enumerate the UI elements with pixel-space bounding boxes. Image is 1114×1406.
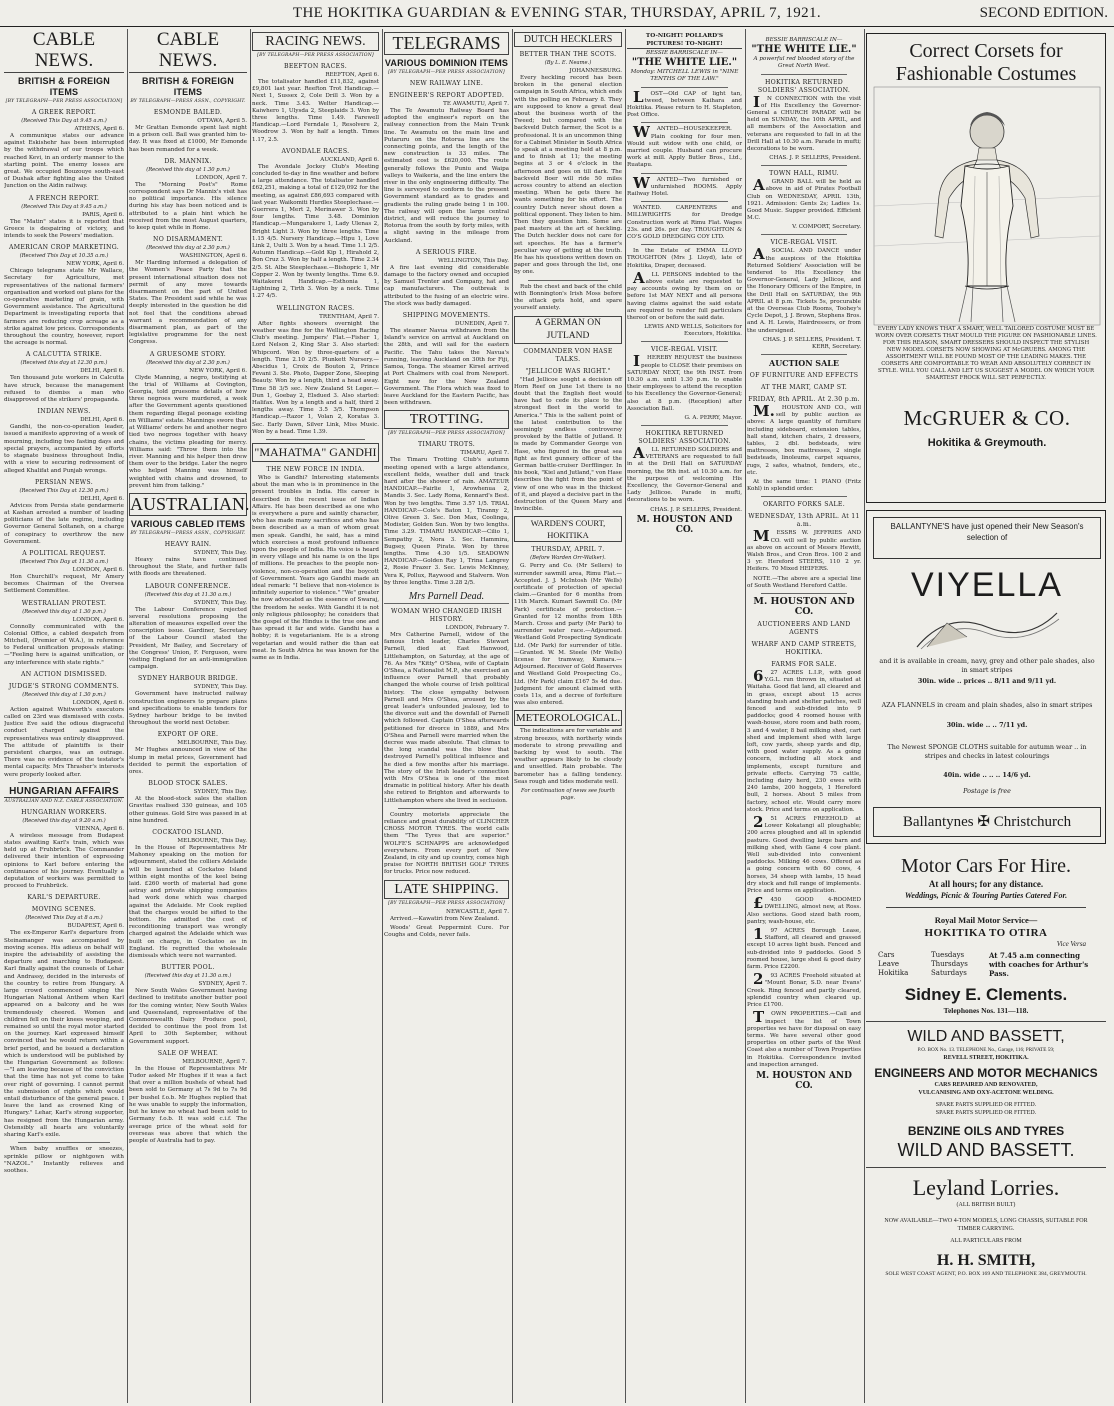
ballantyne-intro-box — [873, 517, 1101, 559]
section-heading: CABLE NEWS. — [129, 29, 247, 73]
notice-text: At the same time: 1 PIANO (Fritz Kohl) in splendid order. — [747, 478, 861, 493]
note: For continuation of news see fourth page. — [521, 788, 615, 802]
farm-listing: 197 ACRES Borough Lease, Stafford, all cleared and grassed except 10 acres light bush. Fenced and sub-divided into 9 paddocks. Good 5 roomed house, large shed & good dairy farm. Price £2200. — [747, 925, 861, 971]
signature: CHAS. J. P. SELLERS, President. T. KERR, Secretary. — [762, 336, 861, 350]
product-desc: AZA FLANNELS in cream and plain shades, also in smart stripes — [881, 701, 1093, 709]
timetable-col: At 7.45 a.m connecting with coaches for Arthur's Pass. — [989, 951, 1089, 978]
item-heading: AMERICAN CROP MARKETING. — [8, 244, 120, 252]
article-text: The Avondale Jockey Club's Meeting concluded to-day in fine weather and before a large attendance. The totalisator handled £62,251, making a total of £129,092 for the meeting, as against £86,693 compared with last year. Waikomiti Hurdles Steeplechase.—Guerrera 1, Mert 2, Merinawer 3. Won by four lengths. Time 3.48. Dominion Handicap.—Mungarakere 1, Lady Ulenas 2, Bright Light 3. Won by three lengths. Time 1.15 4/5. Nursery Handicap.—Hipu 1, Love Link 2, Uulti 3. Won by a head. Time 1.1 2/5. Autumn Handicap.—Gold Kip 1, Hirahold 2, Bon Cruz 3. Won by half a length. Time 2.34 2/5. St. Albe Steeplechase.—Bishopric 1, Mr Copper 2. Won by twenty lengths. Time 6.9. Waitakerei Handicap.—Esthonia 1, Lightning 2, Tirth 3. Won by a neck. Time 1.27 4/5. — [252, 163, 379, 300]
article-text: The steamer Navua withdrawn from the Island's service on arrival at Auckland on the 28th, and will sail for the eastern Pacific. The Tahu takes the Navua's running, leaving Auckland on 30th for Fiji, Samoa, Tonga. The steamer Kirsel arrived at Port Chalmers with coal from Newport. Eight new for the New Zealand Government. The Flora which was fixed to leave Auckland for the Eastern Pacific, has been withdrawn. — [384, 328, 509, 407]
service-heading: ENGINEERS AND MOTOR MECHANICS — [874, 1066, 1098, 1080]
corset-advertisement — [866, 33, 1106, 503]
film-credit: A powerful red blooded story of the Great North West. — [753, 56, 855, 70]
article-text: The ex-Emperor Karl's departure from Steinamanger was accompanied by moving scenes. His adieus on behalf will inspire the advisability of assisting the departure and marching to Budapest. Karl finally against the counsels of Lehar and Andrassy, decided in the interests of the country to retire from Hungary. A large crowd commenced singing the Hungarian National Anthem when Karl appeared on a balcony and he was tremendously cheered. Women and children fell on their knees weeping, and remained so until the royal motor started on the journey. Karl expressed himself convinced that he would return within a brief period, and he issued a declaration which is understood will be published by the Hungarian Government as follows:—"I am leaving because of the conviction that the time has not yet come to take over right of governing. I cannot permit the submission of rights which would entail disturbance of the general peace. I leave the land as crowned King of Hungary." Lehar, Karl's strong supporter, has resigned from the Hungarian army. Ostensibly all hearts are voluntarily sharing Karl's exile. — [4, 930, 124, 1139]
item-heading: LABOUR CONFERENCE. — [145, 582, 231, 590]
product-price: 40in. wide .. .. .. 14/6 yd. — [943, 771, 1031, 779]
section-heading: TELEGRAMS — [384, 32, 509, 55]
motor-advertisements — [866, 855, 1106, 1403]
ad-intro: BALLANTYNE'S have just opened their New Season's selection of — [890, 522, 1084, 542]
product-price: 30in. wide .. .. 7/11 yd. — [946, 721, 1028, 729]
masthead — [0, 0, 1114, 27]
estate-notice: In the Estate of EMMA LLOYD TROUGHTON (Mrs J. Lloyd), late of Hokitika, Draper, deceased. — [627, 248, 742, 269]
farm-listing: 627 ACRES L.I.P., with good Y.G.L. run thrown in, situated at Waitaha. Good flat land, all cleared and in grass, except about 15 acres standing bush and shelter patches, well fenced and sub-divided into 9 paddocks; good 4 roomed house with wash-house, store room and bath room, 3 and 4 water, 8 bail milking shed, cart shed and implement shed with large loft, cow yards, sheep yards and dip, with good water supply. As a going concern, including all stock and implements, except furniture and private effects. Carrying 75 cattle, including dairy herd, 230 ewes with 240 lambs, 200 hoggets, 1 Hereford bull, 2 horses. About 5 miles from factory, school etc. Would carry more stock. Price and terms on application. — [747, 666, 861, 813]
ballantyne-footer — [873, 807, 1101, 837]
farm-listing: 251 ACRES FREEHOLD at Lower Kokatangi all ploughable; 200 acres ploughed and all in splendid pasture. Good dwelling large barn and milking shed, with Gane 4 cow plant. Well sub-divided into convenient paddocks. Milking 46 cows. Offered as a going concern with 60 cows, 4 horses, 34 sheep with lambs, 15 head dry stock and full range of implements. Price and terms on application. — [747, 813, 861, 895]
classified-ad: LOST—Old CAP of light tan, tweed, between Kaihara and Hokitika. Please return to H. Stapleton, Post Office. — [627, 87, 742, 119]
item-heading: SALE OF WHEAT. — [157, 1049, 219, 1057]
item-heading: MOVING SCENES. — [31, 906, 97, 914]
service-line: SPARE PARTS SUPPLIED OR FITTED. — [935, 1102, 1037, 1108]
section-heading: LATE SHIPPING. — [384, 880, 509, 899]
item-heading: HOKITIKA RETURNED SOLDIERS' ASSOCIATION. — [757, 78, 851, 94]
section-subheading: VARIOUS DOMINION ITEMS — [384, 58, 509, 68]
article-text: Heavy rains have continued throughout the State, and further falls with floods are threatened. — [129, 556, 247, 578]
service-line: CARS REPAIRED AND RENOVATED, — [934, 1082, 1038, 1088]
article-text: Who is Gandhi? Interesting statements about the man who is in prominence in the present troubles in India. His career is described in the recent issue of Indian Affairs. He has been described as one who is everywhere a pure and saintly character, who has made many sacrifices and who has been described as a man of whom great men speak. Gandhi, he said, has a mind which exercises a most profound influence upon the people of India. His voice is heard in every village and his name is on the lips of millions. He preaches to the people non-violence, non-co-operation and the boycott of Government. Years ago Gandhi made an ideal remark: "I believe that non-violence is infinitely superior to violence." "We" greater he now advocated as the essence of Swaraj, the freedom he seeks. With Gandhi it is not only religious philosophy; he considers that the gospel of the Hindus is the true one and has spread it far and wide. Gandhi has a hobby; it is vegetarianism. He is a strong vegetarian and would rather die than eat meat. In South Africa he was known for the same as in India. — [252, 474, 379, 662]
dateline: ATHENS, April 6. — [74, 126, 124, 132]
dateline: BUDAPEST, April 6. — [67, 923, 124, 930]
newspaper-title: THE HOKITIKA GUARDIAN & EVENING STAR, THURSDAY, APRIL 7, 1921. — [292, 5, 822, 21]
article-text: Ten thousand jute workers in Calcutta have struck, because the management refused to dismiss a man who disapproved of the strikers' propaganda. — [4, 375, 124, 404]
notice-text: IN CONNECTION with the visit of His Excellency the Governor-General a CHURCH PARADE will be held on SUNDAY, the 10th APRIL, and all members of the Association and veterans are requested to fall in at the Drill Hall at 10.30 a.m. Parade in mufti; decorations to be worn. — [747, 92, 861, 153]
column-racing-news — [252, 29, 383, 1403]
article-text: The Labour Conference rejected several resolutions proposing the alteration of measures expelled over the conscription issue. Gardiner, Secretary of the Labour Council stated the President, Mr Bailey, and Secretary of the Congress' Union, F. Ferguson, were visiting England for an anti-immigration campaign. — [129, 606, 247, 671]
received-time: (Received this day at 2.30 p.m.) — [146, 245, 230, 252]
section-heading: RACING NEWS. — [252, 32, 379, 51]
dateline: LONDON, April 6. — [72, 699, 124, 706]
advertiser-name: H. H. SMITH, — [936, 1252, 1036, 1269]
item-heading: WEDNESDAY, 13th APRIL. At 11 a.m. — [748, 513, 860, 529]
address: P.O. BOX No. 13. TELEPHONE No., Garage, 116; PRIVATE 59; — [917, 1047, 1055, 1053]
dateline: SYDNEY, This Day. — [193, 789, 247, 796]
agency-credit: [BY TELEGRAPH—PER PRESS ASSOCIATION] — [388, 431, 505, 437]
article-text: Chicago telegrams state Mr Wallace, Secretary for Agriculture, met representatives of the national farmers' organisation and worked out plans for the co-operative marketing of grain, with Government assistance. The Agricultural Department is investigating reports that farmers are reducing crop acreage as a strike against low prices. Correspondents throughout the country, however, report the acreage is normal. — [4, 268, 124, 347]
section-subheading: VARIOUS CABLED ITEMS — [130, 518, 246, 529]
dateline: LONDON, February 7. — [445, 624, 509, 631]
address: SOLE WEST COAST AGENT, P.O. BOX 169 AND TELEPHONE 384, GREYMOUTH. — [885, 1271, 1087, 1277]
item-heading: A SERIOUS FIRE. — [415, 248, 478, 256]
dateline: MELBOURNE, This Day. — [177, 740, 247, 747]
item-heading: AVONDALE RACES. — [281, 147, 350, 155]
advertiser: M. HOUSTON AND CO. — [753, 595, 855, 617]
article-text: After fights showers overnight the weather was fine for the Wellington Racing Club's meeting. Jumpers' Flat.—Fisher 1, Lord Nelson 2, King Star 3. Also started: Whipcord. Won by three-quarters of a length. Time 2.10 2/5. Plunkett Nursery.—Abscidus 1, Croix de Bouton 2, Prince Fevani 3. Ste. Photo, Dapper Zone, Sleeping Beauty. Won by a length, third a head away. Time 58 3/5 sec. New Zealand St Leger.—Dun 1, Goebay 2, Elsdued 3. Also started: Halifax. Won by a length and a half, third 2 lengths away. Time 3.5 3/5. Thompson Handicap.—Razor 1, Volan 2, Koratas 3. Sec. Early Dawn, Silver Link, Miss Music. Won by a head. Time 1.39. — [252, 320, 379, 435]
film-title: "THE WHITE LIE." — [631, 57, 738, 69]
item-heading: HEAVY RAIN. — [164, 540, 212, 548]
article-text: Government have instructed railway construction engineers to prepare plans and specifications to enable tenders for Sydney harbour bridge to be invited throughout the world next October. — [129, 691, 247, 727]
section-heading: AUSTRALIAN. — [130, 493, 250, 514]
dateline: NEW YORK, April 6. — [189, 367, 247, 374]
item-heading: SYDNEY HARBOUR BRIDGE. — [137, 675, 238, 683]
dateline: MELBOURNE, April 7. — [182, 1058, 247, 1065]
section-heading: "MAHATMA" GANDHI — [252, 443, 379, 462]
dateline: TIMARU, April 7. — [460, 450, 509, 457]
column-dutch-hecklers — [514, 29, 626, 1403]
item-heading: TIMARU TROTS. — [417, 441, 476, 449]
ad-subtitle: At all hours; for any distance. — [928, 879, 1044, 889]
dateline: LONDON, April 7. — [195, 174, 247, 181]
item-heading: AN ACTION DISMISSED. — [20, 670, 108, 678]
edition-label: SECOND EDITION. — [979, 5, 1108, 21]
item-heading: PERSIAN NEWS. — [34, 478, 94, 486]
product-price: 30in. wide .. prices .. 8/11 and 9/11 yd. — [917, 677, 1057, 685]
dateline: TRENTHAM, April 7. — [319, 313, 379, 320]
article-text: Every heckling record has been broken in the general election campaign in South Africa, which ends with the polling on February 8. They are supposed to know a great deal about the business worth of the Tweed; but compared with the backveld Dutch farmer, the Scot is a professional. It is an uncommon thing for a Cabinet Minister in South Africa to speak at a meeting held at 8 p.m. and to finish at 11; the meeting begins at 3 or 4 o'clock in the afternoon and goes on till dark. The backveld Boer will ride 50 miles across country to attend an election meeting. When he gets there he wants something for his effort. The country Dutch never shout down a political opponent. They listen to him. Then they question him. Some are past masters at the art of heckling. The Dutch heckler does not care for set speeches. He has a farmer's peculiar way of getting at the truth. He has his questions written down on paper and goes through the list, one by one. — [514, 75, 622, 276]
item-subheading: ENGINEER'S REPORT ADOPTED. — [388, 92, 505, 99]
article-text: In the House of Representatives Mr Tudor asked Mr Hughes if it was a fact that over a million bushels of wheat had been sold to Germany at 7s 9d to 7s 9d per bushel f.o.b. Mr Hughes replied that he was unable to supply the information, but he knew no wheat had been sold to Germany f.o.b. It was sold c.i.f. The average price of the wheat sold for overseas was above that which the people of Australia had to pay. — [129, 1065, 247, 1144]
advertisement: Woods' Great Peppermint Cure. For Coughs and Colds, never fails. — [384, 924, 509, 939]
article-text: Mr Hughes announced in view of the slump in metal prices, Government had decided to permit the exportation of ores. — [129, 747, 247, 775]
article-text: Connolly communicated with the Colonial Office, a cabled despatch from Mitchell, (Premier of W.A.), in reference to Federal unification proposals stating:—"Feeling here is against unification, or any interference with state rights." — [4, 623, 124, 666]
item-heading: JUDGE'S STRONG COMMENTS. — [8, 682, 120, 690]
article-text: The totalisator handled £11,832, against £9,801 last year. Reefton Trot Handicap.—Next 1, Sussex 2, Cole Drill 3. Won by a neck. Time 3.43. Welter Handicap.—Kaiwhero 1, Ulysda 2, Steeplaids 3. Won by three lengths. Time 1.49. Farewell Handicap.—Lord Ferndale 1, Resolvere 2, Woodrow 3. Won by half a length. Times 1.17, 2.5. — [252, 79, 379, 143]
dateline: LONDON, April 6. — [72, 566, 124, 573]
column-ads-1 — [627, 29, 746, 1403]
classified-ad: WANTED—HOUSEKEEPER. Plain cooking for four men. Would suit widow with one child, or married couple. Husband can procure work at mill. Apply Butler Bros., Ltd., Ruatapu. — [627, 123, 742, 169]
dateline: JOHANNESBURG. — [569, 68, 622, 74]
item-heading: WHARF AND CAMP STREETS, HOKITIKA. — [751, 640, 857, 656]
advertisement: When baby snuffles or sneezes, sprinkle pillow or nightgown with "NAZOL." Instantly relieves and soothes. — [4, 1146, 124, 1174]
ad-subtitle: (ALL BRITISH BUILT) — [956, 1202, 1016, 1208]
agency-credit: BY TELEGRAPH—PRESS ASSN., COPYRIGHT. — [130, 530, 246, 536]
column-cable-news-2 — [129, 29, 251, 1403]
item-heading: A GRUESOME STORY. — [149, 350, 227, 358]
dateline: NEW YORK, April 6. — [66, 261, 124, 268]
ad-body: ALL PARTICULARS FROM — [950, 1238, 1022, 1244]
timetable-col: Cars Leave Hokitika — [878, 951, 909, 977]
column-cable-news-1 — [4, 29, 128, 1403]
item-heading: OKARITO FORKS SALE. — [762, 501, 846, 509]
item-heading: BETTER THAN THE SCOTS. — [519, 51, 617, 58]
article-text: In the House of Representatives Mr Mahoney speaking on the motion for adjournment, stated the colliers Adelaide will be launched at Cockatoo Island within eight months of the keel being laid. £260 worth of material had gone astray and private shipping companies had work done which was charged against the Adelaide. Mr Cook replied that the charges would be sifted to the bottom. He admitted the cost of reconditioning transport was wrongly charged against the Adelaide which was built on charge, in Cockatoo as in England. He regretted the wholesale dismissals which were not warranted. — [129, 845, 247, 960]
advertiser: M. HOUSTON AND CO. — [756, 1070, 852, 1091]
product-desc: and it is available in cream, navy, grey and other pale shades, also in smart stripes — [879, 657, 1095, 674]
column-ads-2 — [747, 29, 865, 1403]
item-heading: TOWN HALL, RIMU. — [769, 170, 839, 178]
pictures-banner: TO-NIGHT! POLLARD'S PICTURES! TO-NIGHT! — [627, 32, 742, 49]
dateline: MELBOURNE, This Day. — [177, 838, 247, 844]
article-text: The indications are for variable and strong breezes, with northerly winds moderate to strong prevailing and backing by west to south. The weather appears likely to be cloudy and unsettled. Rain probable. The barometer has a falling tendency. Seas rough and tides moderate well. — [514, 728, 622, 785]
film-credit: Monday: MITCHELL LEWIS in "NINE TENTHS OF THE LAW." — [630, 69, 739, 83]
received-time: (Received this day at 1.30 p.m.) — [22, 691, 106, 698]
ad-body: EVERY LADY KNOWS THAT A SMART, WELL TAILORED COSTUME MUST BE WORN OVER CORSETS THAT MOULD THE FIGURE ON FASHIONABLE LINES. FOR THIS REASON, SMART DRESSERS SHOULD INSPECT THE STYLISH NEW MODEL CORSETS NOW SHOWING AT McGRUERS. AMONG THE ASSORTMENT WILL BE FOUND MOST OF THE LEADING MAKES. THE CORSETS ARE COMFORTABLE TO WEAR AND ABSOLUTELY CORRECT IN STYLE. WILL YOU CALL AND LET US SUGGEST A MODEL ON WHICH YOUR SMARTEST FROCK WILL SET PERFECTLY. — [875, 326, 1097, 381]
article-text: Mrs Catherine Parnell, widow of the famous Irish leader, Charles Stewart Parnell, died at East Hanwood, Littlehampton, on Saturday, at the age of 76. As Mrs "Kitty" O'Shea, wife of Captain O'Shea, a Nationalist M.P., she exercised an influence over Parnell that probably changed the whole course of Irish political history. The close sympathy between Parnell and Mrs O'Shea, aroused by the great leader's unfounded jealousy, led to the divorce suit and the downfall of Parnell which followed. Captain O'Shea afterwards petitioned for divorce in 1889, and Mrs O'Shea and Parnell were married when the decree was made absolute. That climax to the long scandal was the blow that destroyed Parnell's political influence and he died a few months after his marriage. The story of the Irish leader's connection with Mrs O'Shea is one of the most dramatic in political history. After his death she retired to Brighton and afterwards to Littlehampton where she lived in seclusion. — [384, 631, 509, 804]
received-time: (Received this day at 2.30 p.m.) — [146, 359, 230, 366]
signature: V. COMPORT, Secretary. — [792, 224, 861, 231]
dateline: VIENNA, April 6. — [75, 825, 124, 832]
item-heading: THE NEW FORCE IN INDIA. — [266, 465, 365, 473]
section-heading: HUNGARIAN AFFAIRS — [4, 786, 124, 798]
dateline: WELLINGTON, This Day. — [437, 257, 509, 264]
notice-text: ASOCIAL AND DANCE under the auspices of the Hokitika Returned Soldiers' Association will be tendered to His Excellency the Governor-General, Lady Jellicoe, and the Honorary Officers of the Empire, in the Drill Hall on SATURDAY, the 9th APRIL at 8 p.m. Tickets 5s, procurable at the Overseas Club Rooms, Toohey's Cycle Depot, J. J. Brown, Stephens Bros. and A. H. Lewis, Hairdressers, or from the undersigned. — [747, 245, 861, 334]
notice-text: M.HOUSTON AND CO., will sell by public auction as above: A large quantity of furniture including sideboard, extension tables, hall stand, kitchen chairs, 2 dressers, tables, 2 dbl. bedsteads, wire mattresses, box mattresses, 2 single bedsteads, linoleums, carpet squares, rugs, 2 safes, whatnot, fenders, etc., etc. — [747, 401, 861, 476]
article-text: Arrived.—Kawatiri from New Zealand. — [390, 915, 500, 922]
phone: Telephones Nos. 131—118. — [943, 1006, 1029, 1015]
classified-ad: WANTED—Two furnished or unfurnished ROOMS. Apply Railway Hotel. — [627, 173, 742, 198]
article-text: The "Matin" states it is reported that Greece is despairing of victory, and intends to seek the Powers' mediation. — [4, 218, 124, 240]
article-text: The Te Awamutu Railway Board has adopted the engineer's report on the railway connection from the Main Trunk line. Te Awamutu on the main line and Putaruru on the Rotorua line are the connecting points, and the length of the new construction is 33 miles. The estimated cost is £620,000. The route generally follows the Puniu and Waipa valleys to Waikeria, and the line enters the river in the only engineering difficulty. The line is surveyed to conform to the present Government standard as to grades and gradients the ruling grade being 1 in 100. The railway will open the large central district, and will reduce the journey to Rotorua from the south by forty miles, with a slight saving in the mileage from Auckland. — [384, 108, 509, 244]
advertiser-name: Ballantynes ✠ Christchurch — [902, 814, 1072, 830]
received-time: (Received this day at 11.30 a.m.) — [144, 973, 232, 980]
dateline: SYDNEY, This Day. — [193, 549, 247, 556]
service-line: SPARE PARTS SUPPLIED OR FITTED. — [935, 1110, 1037, 1116]
dateline: NEWCASTLE, April 7. — [446, 908, 509, 915]
notice-text: IHEREBY REQUEST the business people to CLOSE their premises on SATURDAY NEXT, the 9th INST. from 10.30 a.m. until 1.30 p.m. to enable their employees to attend the reception to his Excellency the Governor-General; also at 8 p.m. (Reception) after Association Ball. — [627, 352, 742, 412]
advertiser-location: Hokitika & Greymouth. — [927, 437, 1047, 449]
article-text: Gandhi, the non-co-operation leader, issued a manifesto approving of a week of mourning, including two fasting days and special prayers, accompanied by efforts to stagnate business throughout India, with a view to securing redressment of alleged Khalifat and Punjab wrongs. — [4, 424, 124, 474]
dateline: TE AWAMUTU, April 7. — [443, 101, 509, 107]
item-heading: AUCTIONEERS AND LAND AGENTS — [757, 620, 851, 636]
fabric-illustration — [907, 607, 1067, 651]
article-text: Advices from Persia state gendarmerie at Kashan arrested a number of leading politicians of the late regime, including Governor General Soltaneh, on a charge of conspiracy to overthrow the new Government. — [4, 502, 124, 545]
product-name: VIYELLA — [911, 566, 1063, 604]
item-heading: A GREEK REPORT. — [31, 109, 97, 116]
ad-title: Fashionable Costumes — [895, 63, 1077, 85]
item-heading: KARL'S DEPARTURE. — [27, 894, 101, 902]
notice-text: AGRAND BALL will be held as above in aid of Pirates Football Club on WEDNESDAY, APRIL 13th, 1921. Admission: Gents 2s; Ladies 1s. Good Music. Supper provided. Efficient M.C. — [747, 176, 861, 222]
article-text: At the blood-stock sales the stallion Gravitas realised 330 guineas, and 105 other guineas. Gold Sire was passed in at nine hundred. — [129, 796, 247, 824]
notice-text: ALL RETURNED SOLDIERS and VETERANS are requested to fall in at the Drill Hall on SATURDAY morning, the 9th inst. at 10.30 a.m. for the purpose of welcoming His Excellency, the Governor-General and Lady Jellicoe. Parade in mufti, decorations to be worn. — [627, 443, 742, 504]
received-time: (Received this day at 1.30 p.m.) — [22, 608, 106, 615]
dateline: DELHI, April 6. — [80, 495, 124, 502]
timetable-col: Tuesdays Thursdays Saturdays — [931, 951, 968, 977]
item-heading: AT THE MART, CAMP ST. — [760, 383, 848, 391]
column-display-ads — [866, 33, 1106, 1403]
notice-text: NOTE.—The above are a special line of South Westland Hereford Cattle. — [747, 575, 861, 589]
dateline: PARIS, April 6. — [82, 211, 124, 218]
agency-credit: AUSTRALIAN AND N.Z. CABLE ASSOCIATION. — [4, 798, 124, 804]
advertiser-name: WILD AND BASSETT. — [897, 1140, 1075, 1160]
signature: G. A. PERRY, Mayor. — [684, 414, 742, 421]
agency-credit: [BY TELEGRAPH—PER PRESS ASSOCIATION] — [388, 900, 505, 906]
item-heading: THURSDAY, APRIL 7. — [531, 546, 605, 554]
dateline: WASHINGTON, April 6. — [179, 253, 247, 260]
section-heading: Mrs Parnell Dead. — [384, 591, 509, 604]
section-heading: METEOROLOGICAL. — [515, 712, 621, 725]
postage-note: Postage is free — [963, 787, 1011, 795]
item-heading: SHIPPING MOVEMENTS. — [402, 312, 491, 320]
classified-ad: WANTED. CARPENTERS and MILLWRIGHTS for Dredge Construction work at Rimu Flat. Wages 23s. and 26s. per day. TROUGHTON & CO'S GOLD DREDGING COY LTD. — [627, 205, 742, 241]
article-text: Clyde Manning, a negro, testifying at the trial of Williams at Covington, Georgia, told gruesome details of how three negroes were murdered, a week after the Government agents questioned them regarding illegal peonage existing on Williams' estate. Mannings swore that at Williams' orders he and another negro tied two negroes together with heavy chains, the victims pleading for mercy. Williams said: "Throw them into the river. Manning and his helper then drew them over to the bridge. Later the negro who helped Manning was himself weighted with chains and drowned, to prevent him from talking." — [129, 374, 247, 489]
timetable — [866, 949, 1106, 980]
agency-credit: [BY TELEGRAPH—PER PRESS ASSOCIATION] — [5, 99, 123, 104]
agency-credit: BY TELEGRAPH—PRESS ASSN., COPYRIGHT. — [130, 99, 246, 104]
article-text: The "Morning Post's" Rome correspondent says Dr Mannix's visit has no political importance. His silence during his stay has been noticed and is attributed to a plain hint which he received from the most August quarters, to keep quiet while in Rome. — [129, 181, 247, 232]
received-time: (Received this day at 1.30 p.m.) — [146, 166, 230, 173]
dateline: SYDNEY, This Day. — [193, 599, 247, 606]
article-text: A fire last evening did considerable damage to the factory owned and occupied by Samuel Trenter and Company, hat and cap manufacturers. The outbreak is attributed to the fusing of an electric wire. The stock was badly damaged. — [384, 264, 509, 307]
advertisement: Rub the chest and back of the child with Bonnington's Irish Moss before the attack gets hold, and spare yourself anxiety. — [514, 283, 622, 312]
item-heading: WESTRALIAN PROTEST. — [21, 599, 107, 607]
dateline: REEFTON, April 6. — [325, 72, 379, 78]
received-time: (Received This Day at 10.35 a.m.) — [19, 253, 109, 260]
estate-notice: ALL PERSONS indebted to the above estate are requested to pay accounts owing by them on or before 1st MAY NEXT and all persons having claims against the said estate are required to render full particulars thereof on or before the said date. — [627, 268, 742, 322]
item-heading: NO DISARMAMENT. — [153, 236, 223, 244]
service-name: Royal Mail Motor Service— — [934, 915, 1038, 925]
film-title: "THE WHITE LIE." — [751, 44, 857, 56]
received-time: (Received This Day at 9.45 a.m.) — [21, 118, 107, 124]
byline: (By L. E. Neame.) — [544, 60, 592, 66]
item-heading: HUNGARIAN WORKERS. — [21, 808, 107, 816]
film-star: BESSIE BARRISCALE IN— — [765, 37, 843, 43]
article-text: A communique states our advance against Eskishehr has been interrupted by the withdrawal of our troops which reached Kevi, in an orderly manner to the starting point. The enemy losses are great. We occupied Bouzouye south-east of Dushak after fighting also the United Junction on the Aidin railway. — [4, 133, 124, 190]
item-heading: VICE-REGAL VISIT. — [651, 346, 718, 354]
received-time: (Received this day at 11.30 a.m.) — [144, 591, 232, 598]
product-desc: The Newest SPONGE CLOTHS suitable for autumn wear .. in stripes and checks in latest colourings — [887, 743, 1087, 760]
ad-title: Correct Corsets for — [909, 40, 1063, 62]
advertiser: M. HOUSTON AND CO. — [636, 514, 733, 535]
received-time: (Received This Day at 11.30 a.m.) — [19, 558, 109, 565]
signature: CHAS. J. P. SELLERS, President. — [769, 155, 861, 162]
dateline: LONDON, April 6. — [72, 616, 124, 623]
item-heading: HOKITIKA RETURNED SOLDIERS' ASSOCIATION. — [638, 429, 731, 445]
section-heading: CABLE NEWS. — [4, 29, 124, 73]
dateline: SYDNEY, April 7. — [198, 981, 247, 988]
item-heading: WOMAN WHO CHANGED IRISH HISTORY. — [391, 607, 502, 623]
advertiser-name: McGRUER & CO. — [903, 406, 1071, 430]
viyella-advertisement — [866, 510, 1106, 844]
lawyers: LEWIS AND WELLS, Solicitors for Executors, Hokitika. — [644, 324, 742, 338]
ad-subtitle: Weddings, Picnic & Touring Parties Catered For. — [904, 891, 1068, 900]
item-heading: INDIAN NEWS. — [37, 408, 91, 416]
column-telegrams — [384, 29, 513, 1403]
dateline: AUCKLAND, April 6. — [320, 156, 379, 163]
item-heading: BLOOD STOCK SALES. — [148, 780, 228, 788]
section-heading: WARDEN'S COURT, HOKITIKA — [514, 516, 622, 542]
section-subheading: BRITISH & FOREIGN ITEMS — [18, 76, 110, 97]
item-heading: A CALCUTTA STRIKE. — [25, 351, 103, 359]
farm-listing: TOWN PROPERTIES.—Call and inspect the list of Town properties we have for disposal on easy terms. We have several other good properties on other parts of the West Coast also a number of Town Properties in Hokitika. Correspondence invited and inspection arranged. — [747, 1008, 861, 1068]
article-text: "Had Jellicoe sought a decision off Horn Reef on June 1st there is no doubt that the English fleet would have had to cede its place to the strongest fleet in the world to America." This is the salient point of the latest contribution to the seemingly endless controversy provoked by the Battle of Jutland. It is made by Commander George von Hase, who figured in the great sea fight as first gunnery officer of the German battle-cruiser Derfflinger. In his book, "Kiel and Jutland," von Hase describes the fight from the point of view of one who was in the thickest of it, and played a decisive part in the destruction of the Queen Mary and Invincible. — [514, 376, 622, 513]
received-time: (Received this day at 12.30 p.m.) — [20, 360, 108, 367]
address: REVELL STREET, HOKITIKA. — [943, 1055, 1029, 1061]
item-heading: "JELLICOE WAS RIGHT." — [525, 367, 611, 375]
section-heading: DUTCH HECKLERS — [514, 32, 622, 47]
item-heading: A FRENCH REPORT. — [28, 194, 100, 202]
service-heading: BENZINE OILS AND TYRES — [907, 1124, 1065, 1138]
notice-text: MESSRS W. JEFFRIES AND CO. will sell by public auction as above on account of Messrs Hewitt, Walsh Bros., and Cron Bros. 100 2 and 3 yr. Hereford STEERS, 110 2 yr. Heifers. 70 Mixed HEIFERS. — [747, 527, 861, 573]
ad-body: NOW AVAILABLE—TWO 4-TON MODELS, LONG CHASSIS, SUITABLE FOR TIMBER CARRYING. — [884, 1218, 1088, 1232]
advertiser-name: Sidney E. Clements. — [904, 985, 1068, 1004]
route-name: HOKITIKA TO OTIRA — [924, 927, 1048, 939]
article-text: Hon Churchill's request, Mr Amery becomes Chairman of the Oversea Settlement Committee. — [4, 573, 124, 595]
item-heading: COMMANDER VON HASE TALKS. — [523, 347, 613, 363]
section-heading: A GERMAN ON JUTLAND — [514, 316, 622, 344]
section-subheading: BRITISH & FOREIGN ITEMS — [142, 76, 234, 97]
dateline: SYDNEY, This Day. — [193, 684, 247, 691]
advertiser-name: WILD AND BASSETT, — [907, 1028, 1065, 1045]
dateline: DUNEDIN, April 7. — [455, 321, 509, 328]
item-heading: COCKATOO ISLAND. — [152, 829, 224, 836]
agency-credit: [BY TELEGRAPH—PER PRESS ASSOCIATION] — [257, 53, 374, 58]
item-heading: WELLINGTON RACES. — [276, 304, 355, 312]
article-text: Mr Grattan Esmonde spent last night in a prison cell. Bail was granted him to-day. It was fixed at £1000, Mr Esmonde has been remanded for a week. — [129, 125, 247, 153]
article-text: G. Perry and Co. (Mr Sellers) to surrender sawmill area, Rimu Flat.—Accepted. J. J. McIntosh (Mr Wells) certificate of protection of special claim.—Granted for 6 months from 11th March. Kumari Sawmill Co. (Mr Park) certificate of protection.—Granted for 12 months from 18th March. Cross and party (Mr Park) to surrender water race.—Adjourned. Westland Gold Prospecting Syndicate Ltd. (Mr Park) for surrender of title.—Granted. W. M. Steele (Mr Wells) license for tramway, Kumara.—Adjourned. Receiver of Gold Reserves and Westland Gold Prospecting Co., Ltd. (Mr Park) claim £167 5s 4d due. Judgment for amount claimed with costs 11s, and a decree of forfeiture was also entered. — [514, 563, 622, 707]
item-heading: BEEFTON RACES. — [283, 63, 348, 70]
route-note: Vice Versa — [1056, 940, 1086, 948]
ad-title: Leyland Lorries. — [912, 1175, 1060, 1200]
article-text: Action against Whitworth's executors called on 23rd was dismissed with costs. Justice Eve said the odious disgraceful conduct charged against the representatives was entirely disapproved. The attitude of plaintiffs is their persistent charges, was an outrage. There was no evidence of the testator's mental capacity. Mrs Thrasher's interests were properly looked after. — [4, 706, 124, 778]
agency-credit: [BY TELEGRAPH—PER PRESS ASSOCIATION] — [388, 70, 505, 75]
received-time: (Received This Day at 9.45 a.m.) — [21, 203, 107, 210]
farm-listing: 293 ACRES Freehold situated at "Mount Bonar, S.D. near Evans' Creek. Ring fenced and partly cleared, splendid country when cleared up. Price £1700. — [747, 970, 861, 1009]
item-heading: DR. MANNIX. — [164, 157, 212, 165]
article-text: Mr Harding informed a delegation of the Women's Peace Party that the present international situation does not permit of any move towards disarmament on the part of United States. The President said while he was deeply interested in the question he did not feel that the conditions abroad warrant a recommendation of any disarmament plan, as part of the legislative programme for the next Congress. — [129, 260, 247, 346]
item-heading: OF FURNITURE AND EFFECTS — [749, 371, 859, 379]
item-heading: EXPORT OF ORE. — [157, 731, 219, 739]
item-heading: NEW RAILWAY LINE. — [409, 80, 484, 87]
section-heading: TROTTING. — [384, 410, 509, 429]
corset-illustration — [873, 86, 1101, 326]
article-text: The Timaru Trotting Club's autumn meeting opened with a large attendance, excellent fields, weather dull and track hard after the shower of rain. AMATEUR HANDICAP.—Fairlie 1, Arowhenua 2, Mandis 3. Sec. Lady Roma, Kennard's Best. Won by two lengths. Time 3.57 1/5. TRIAL HANDICAP.—Cole's Baton 1, Tiranny 2, Olive Green 3. Sec. Don Max, Coolinga, Modister, Golden Sun. Won by two lengths. Time 3.29. TIMARU HANDICAP.—Cilio 1, Sempathy 2, Nora 3. Sec. Hammira, Bugsey, Queen Pirate. Won by three lengths. Time 4.30 1/5. SEADOWN HANDICAP.—Golden Ray 1, Trina Langrey 2, Rosie Frazer 3. Sec. Lewis McKinney, Vera K, Pollux, Raywood and Stalvern. Won by three lengths. Time 3.28 2/5. — [384, 457, 509, 586]
film-star: BESSIE BARRISCALE IN— — [645, 50, 724, 56]
article-text: A wireless message from Budapest states awaiting Karl's train, which was held up at Fruhbrück. The Commander delivered their intention of expressing opinions to Karl before entering the continuance of his journey. Eventually a deputation of workers was permitted to proceed to Fruhbrück. — [4, 832, 124, 890]
received-time: (Received This Day at 12.30 p.m.) — [19, 487, 109, 494]
item-heading: BUTTER POOL. — [161, 964, 215, 972]
received-time: (Received this day at 9.20 a.m.) — [22, 817, 106, 824]
item-heading: FARMS FOR SALE. — [771, 660, 837, 668]
farm-listing: £450 GOOD 4-ROOMED DWELLING, almost new, at Ross. Also sections. Good sized bath room, pantry, wash-house, etc. — [747, 894, 861, 925]
article-text: New South Wales Government having declined to institute another butter pool for the coming winter, New South Wales and Queensland, representative of the Commonwealth Dairy Produce pool, decided to continue the pool from 1st April to 30th September, without Government support. — [129, 988, 247, 1045]
received-time: (Received This Day at 8 a.m.) — [25, 915, 103, 922]
item-heading: FRIDAY, 8th APRIL. At 2.30 p.m. — [748, 395, 860, 403]
dateline: DELHI, April 6. — [80, 417, 124, 424]
dateline: DELHI, April 6. — [80, 368, 124, 375]
advertisement: Country motorists appreciate the reliance and great durability of CLINCHER CROSS MOTOR TYRES. The world calls them "The Tyres that are superior." WOLFE'S SCHNAPPS are acknowledged everywhere. From every port of New Zealand, in city and up country, comes high praise for NORTH BRITISH GOLF TYRES for trucks. Price now reduced. — [384, 811, 509, 876]
court-before: (Before Warden Orr-Walker). — [530, 555, 606, 562]
item-heading: A POLITICAL REQUEST. — [22, 549, 106, 557]
ad-title: Motor Cars For Hire. — [901, 855, 1071, 877]
auction-heading: AUCTION SALE — [768, 357, 840, 368]
dateline: OTTAWA, April 5. — [197, 118, 247, 124]
item-heading: ESMONDE BAILED. — [153, 109, 223, 116]
signature: CHAS. J. P. SELLERS, President. — [650, 506, 742, 513]
item-heading: VICE-REGAL VISIT. — [770, 239, 838, 247]
service-line: VULCANISING AND OXY-ACETONE WELDING. — [918, 1090, 1054, 1096]
